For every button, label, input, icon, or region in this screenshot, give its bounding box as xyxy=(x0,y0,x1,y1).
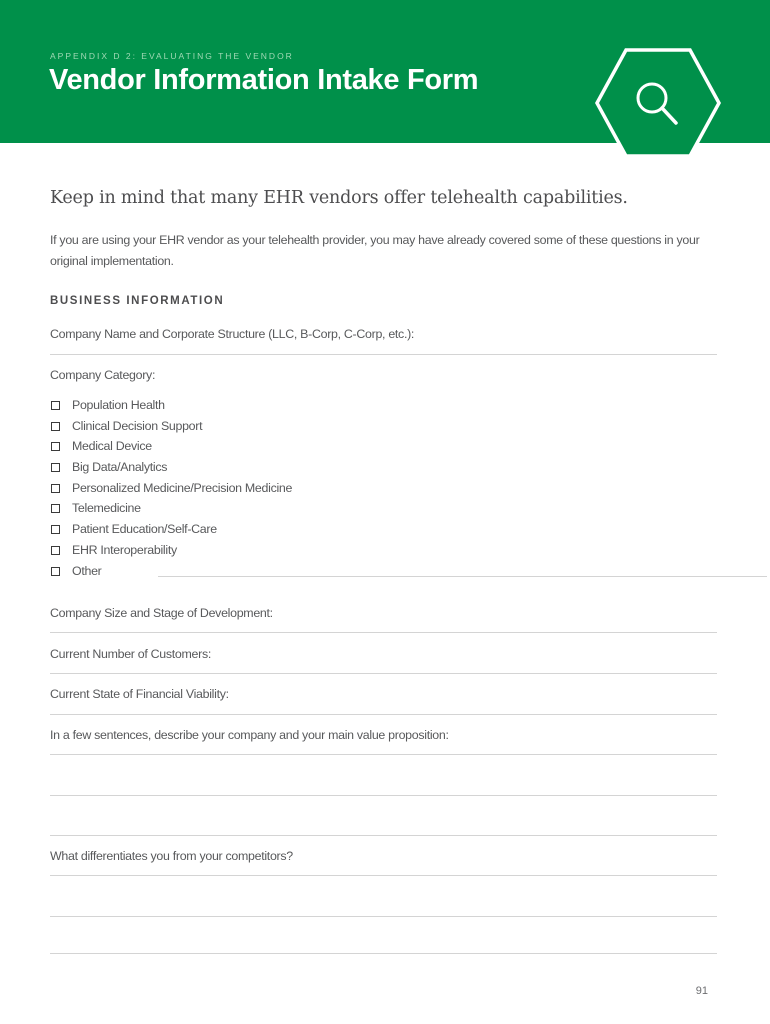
financial-viability-line[interactable] xyxy=(50,714,717,715)
category-option-label: Patient Education/Self-Care xyxy=(72,522,217,537)
magnifying-glass-icon xyxy=(594,47,722,159)
company-size-line[interactable] xyxy=(50,632,717,633)
page-title: Vendor Information Intake Form xyxy=(49,64,479,96)
category-option-label: EHR Interoperability xyxy=(72,542,177,557)
section-heading-business: BUSINESS INFORMATION xyxy=(50,295,225,307)
checkbox[interactable] xyxy=(51,484,60,493)
differentiators-line[interactable] xyxy=(50,916,717,917)
value-proposition-line[interactable] xyxy=(50,795,717,796)
category-option-label: Clinical Decision Support xyxy=(72,418,203,433)
category-option[interactable] xyxy=(50,543,720,564)
checkbox[interactable] xyxy=(51,504,60,513)
category-option-label: Big Data/Analytics xyxy=(72,460,168,475)
category-option[interactable] xyxy=(50,501,720,522)
company-category-label: Company Category: xyxy=(50,368,156,382)
other-write-in-line[interactable] xyxy=(158,576,767,577)
value-proposition-label: In a few sentences, describe your company and your main value proposition: xyxy=(50,728,449,742)
checkbox[interactable] xyxy=(51,567,60,576)
category-option[interactable] xyxy=(50,439,720,460)
value-proposition-line[interactable] xyxy=(50,754,717,755)
intro-paragraph: If you are using your EHR vendor as your telehealth provider, you may have already covered some of these questions in your original implementation. xyxy=(50,233,700,268)
checkbox[interactable] xyxy=(51,525,60,534)
intro-heading: Keep in mind that many EHR vendors offer telehealth capabilities. xyxy=(50,188,628,208)
differentiators-line[interactable] xyxy=(50,953,717,954)
financial-viability-label: Current State of Financial Viability: xyxy=(50,687,229,701)
category-option[interactable] xyxy=(50,398,720,419)
checkbox[interactable] xyxy=(51,422,60,431)
category-option[interactable] xyxy=(50,481,720,502)
checkbox[interactable] xyxy=(51,442,60,451)
category-option-label: Telemedicine xyxy=(72,501,141,516)
customers-label: Current Number of Customers: xyxy=(50,647,211,661)
category-option[interactable] xyxy=(50,522,720,543)
category-option-label: Personalized Medicine/Precision Medicine xyxy=(72,480,293,495)
customers-line[interactable] xyxy=(50,673,717,674)
checkbox[interactable] xyxy=(51,546,60,555)
category-option-other[interactable] xyxy=(50,564,720,585)
company-size-label: Company Size and Stage of Development: xyxy=(50,606,273,620)
appendix-label: APPENDIX D 2: EVALUATING THE VENDOR xyxy=(50,51,294,61)
differentiators-label: What differentiates you from your competitors? xyxy=(50,849,293,863)
category-option[interactable] xyxy=(50,419,720,440)
category-option-label: Other xyxy=(72,563,102,578)
differentiators-line[interactable] xyxy=(50,875,717,876)
checkbox[interactable] xyxy=(51,401,60,410)
category-option-label: Population Health xyxy=(72,398,165,412)
company-name-line[interactable] xyxy=(50,354,717,355)
category-option-label: Medical Device xyxy=(72,439,152,454)
company-name-label: Company Name and Corporate Structure (LLC, B-Corp, C-Corp, etc.): xyxy=(50,327,415,341)
category-option[interactable] xyxy=(50,460,720,481)
category-checklist xyxy=(50,398,720,584)
value-proposition-line[interactable] xyxy=(50,835,717,836)
page-number: 91 xyxy=(695,985,708,997)
checkbox[interactable] xyxy=(51,463,60,472)
